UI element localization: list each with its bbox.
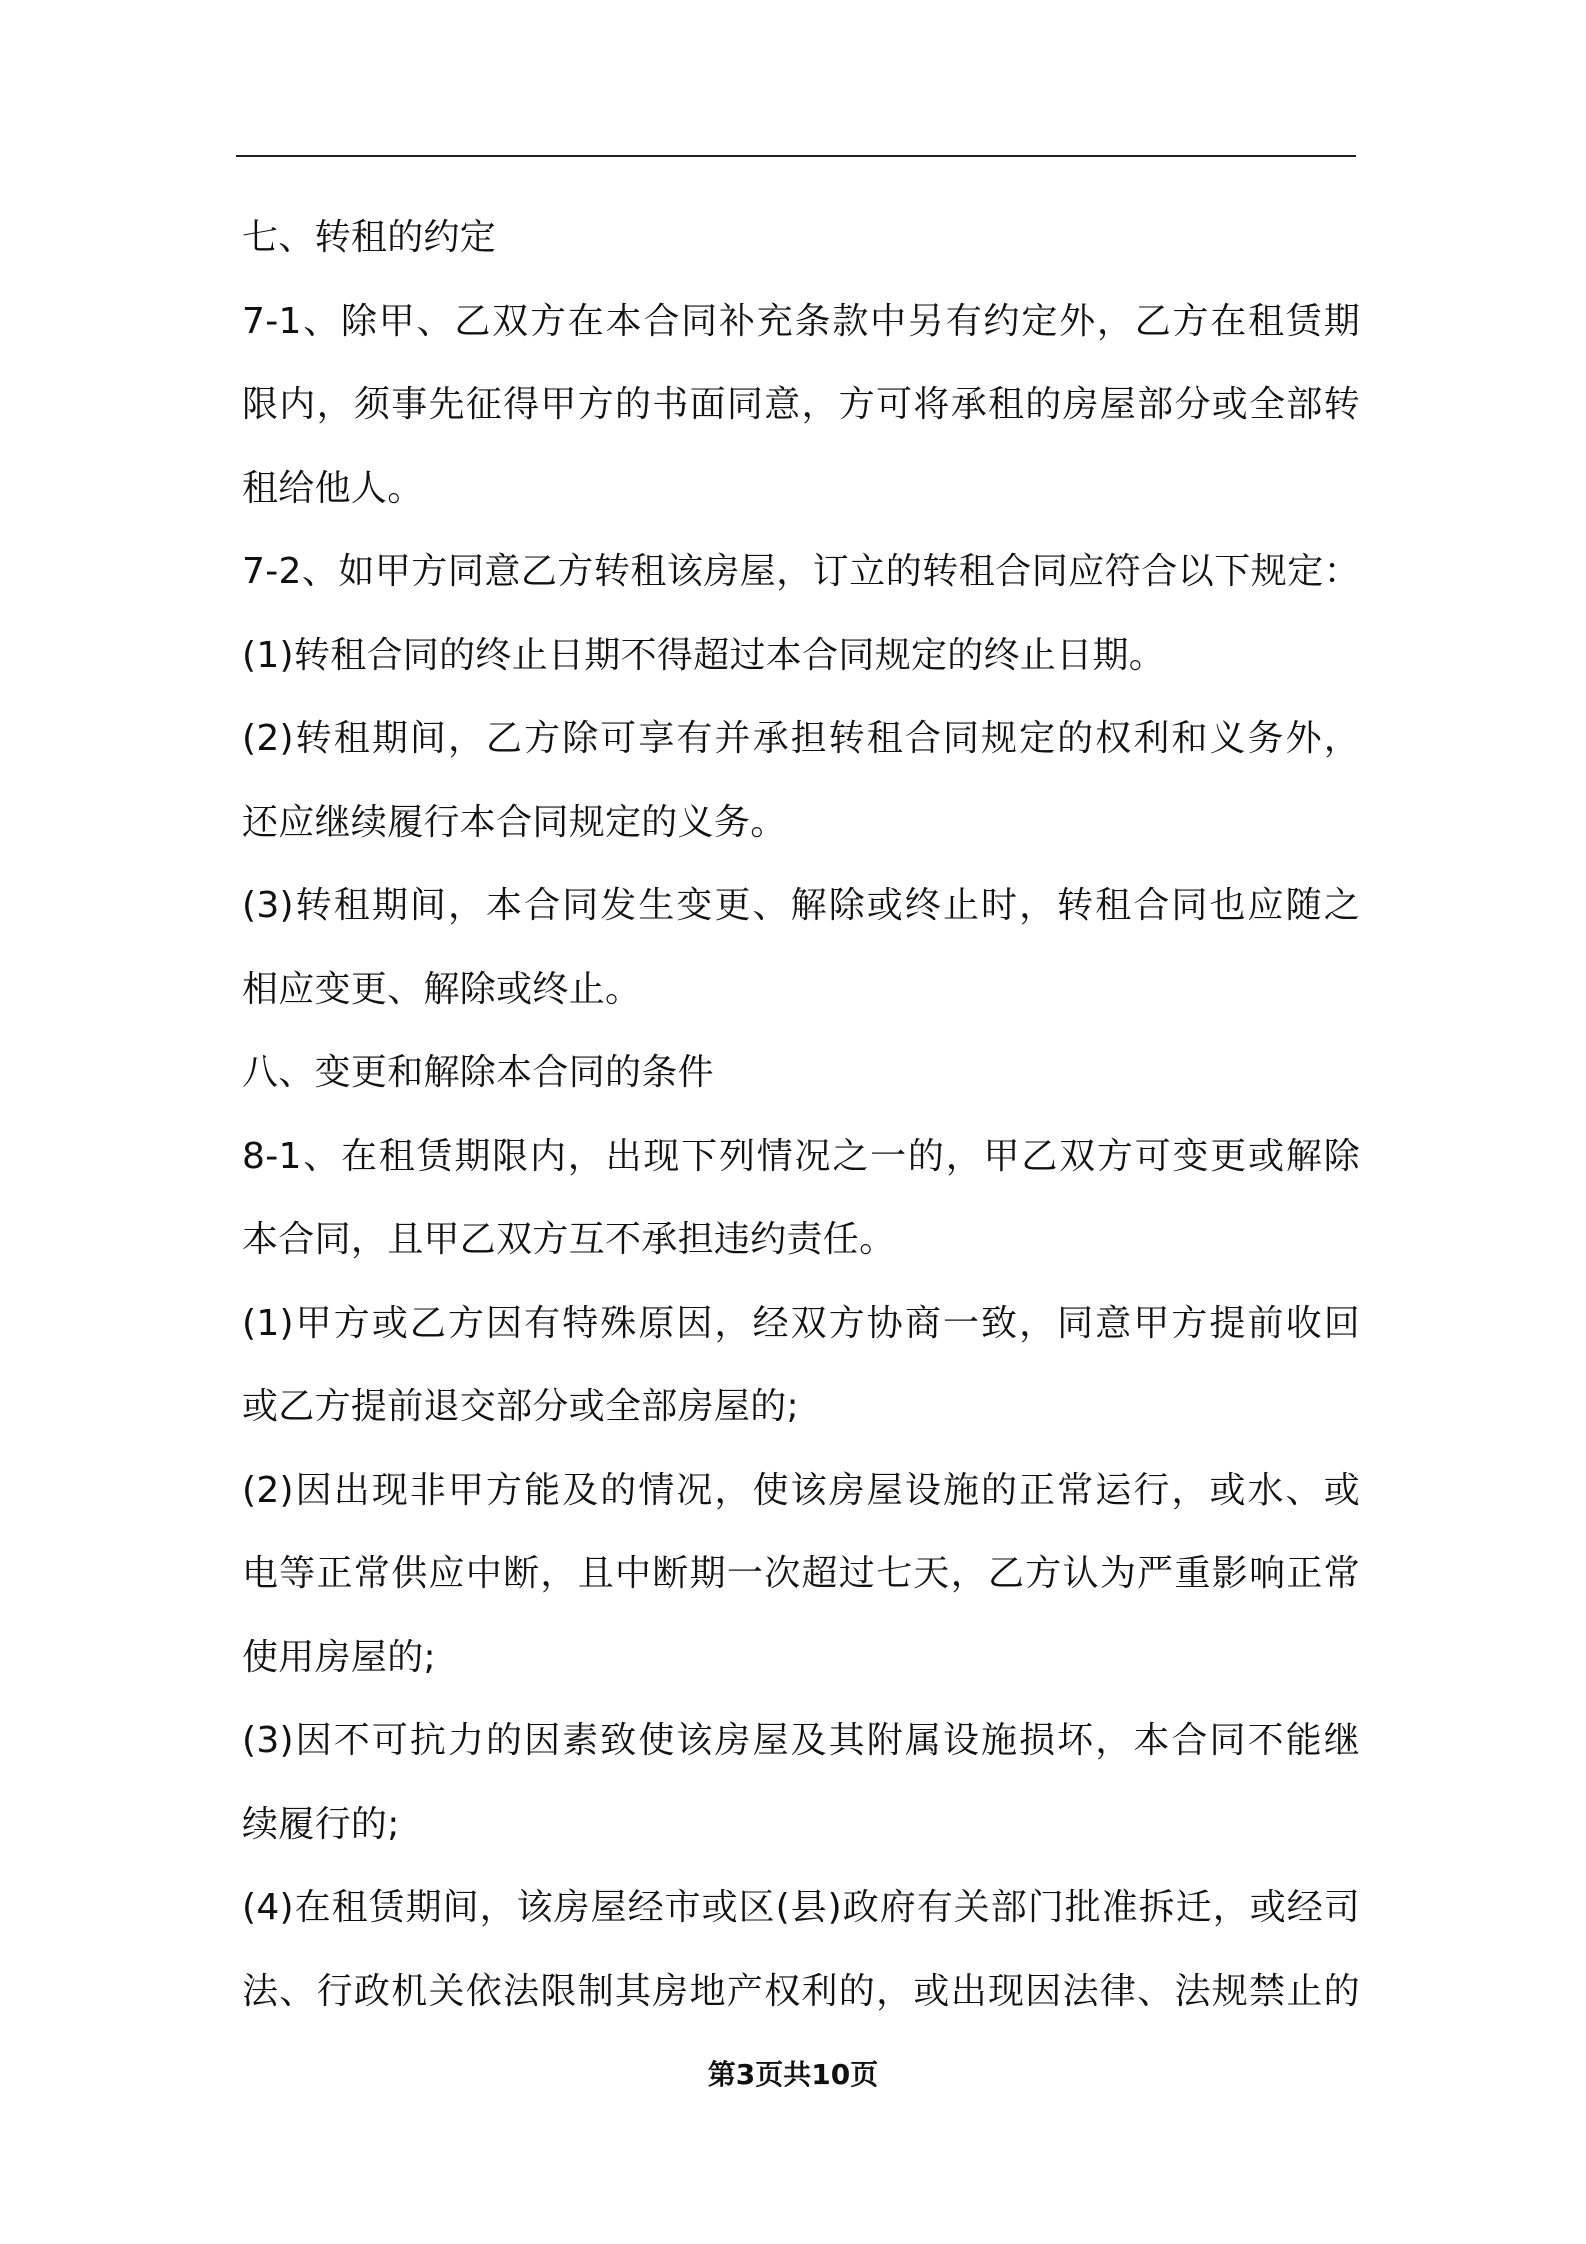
paragraph-line: 或乙方提前退交部分或全部房屋的; — [242, 1386, 799, 1427]
paragraph-line: 还应继续履行本合同规定的义务。 — [242, 801, 787, 843]
paragraph-line: 法、行政机关依法限制其房地产权利的，或出现因法律、法规禁止的 — [242, 1970, 1360, 2012]
paragraph-line: 7-1、除甲、乙双方在本合同补充条款中另有约定外，乙方在租赁期 — [242, 300, 1360, 342]
document-body — [242, 196, 1360, 2033]
paragraph-line: 续履行的; — [242, 1803, 400, 1845]
paragraph-line: 限内，须事先征得甲方的书面同意，方可将承租的房屋部分或全部转 — [242, 384, 1360, 425]
paragraph-line: 租给他人。 — [242, 467, 424, 509]
paragraph-line: 相应变更、解除或终止。 — [242, 968, 642, 1010]
paragraph-line: (2)因出现非甲方能及的情况，使该房屋设施的正常运行，或水、或 — [242, 1469, 1360, 1511]
paragraph-line: 8-1、在租赁期限内，出现下列情况之一的，甲乙双方可变更或解除 — [242, 1135, 1360, 1177]
paragraph-line: (1)甲方或乙方因有特殊原因，经双方协商一致，同意甲方提前收回 — [242, 1302, 1360, 1344]
paragraph-line: 电等正常供应中断，且中断期一次超过七天，乙方认为严重影响正常 — [242, 1553, 1360, 1594]
paragraph-line: (4)在租赁期间，该房屋经市或区(县)政府有关部门批准拆迁，或经司 — [242, 1887, 1360, 1928]
section-heading: 八、变更和解除本合同的条件 — [242, 1052, 714, 1093]
paragraph-line: (3)转租期间，本合同发生变更、解除或终止时，转租合同也应随之 — [242, 885, 1360, 926]
paragraph-line: 本合同，且甲乙双方互不承担违约责任。 — [242, 1219, 896, 1260]
paragraph-line: 使用房屋的; — [242, 1636, 436, 1678]
page-number: 第3页共10页 — [707, 2058, 879, 2091]
section-heading: 七、转租的约定 — [242, 217, 497, 258]
paragraph-line: 7-2、如甲方同意乙方转租该房屋，订立的转租合同应符合以下规定： — [242, 551, 1360, 592]
paragraph-line: (3)因不可抗力的因素致使该房屋及其附属设施损坏，本合同不能继 — [242, 1720, 1360, 1761]
paragraph-line: (2)转租期间，乙方除可享有并承担转租合同规定的权利和义务外， — [242, 718, 1360, 759]
paragraph-line: (1)转租合同的终止日期不得超过本合同规定的终止日期。 — [242, 634, 1166, 676]
header-rule — [236, 155, 1356, 157]
